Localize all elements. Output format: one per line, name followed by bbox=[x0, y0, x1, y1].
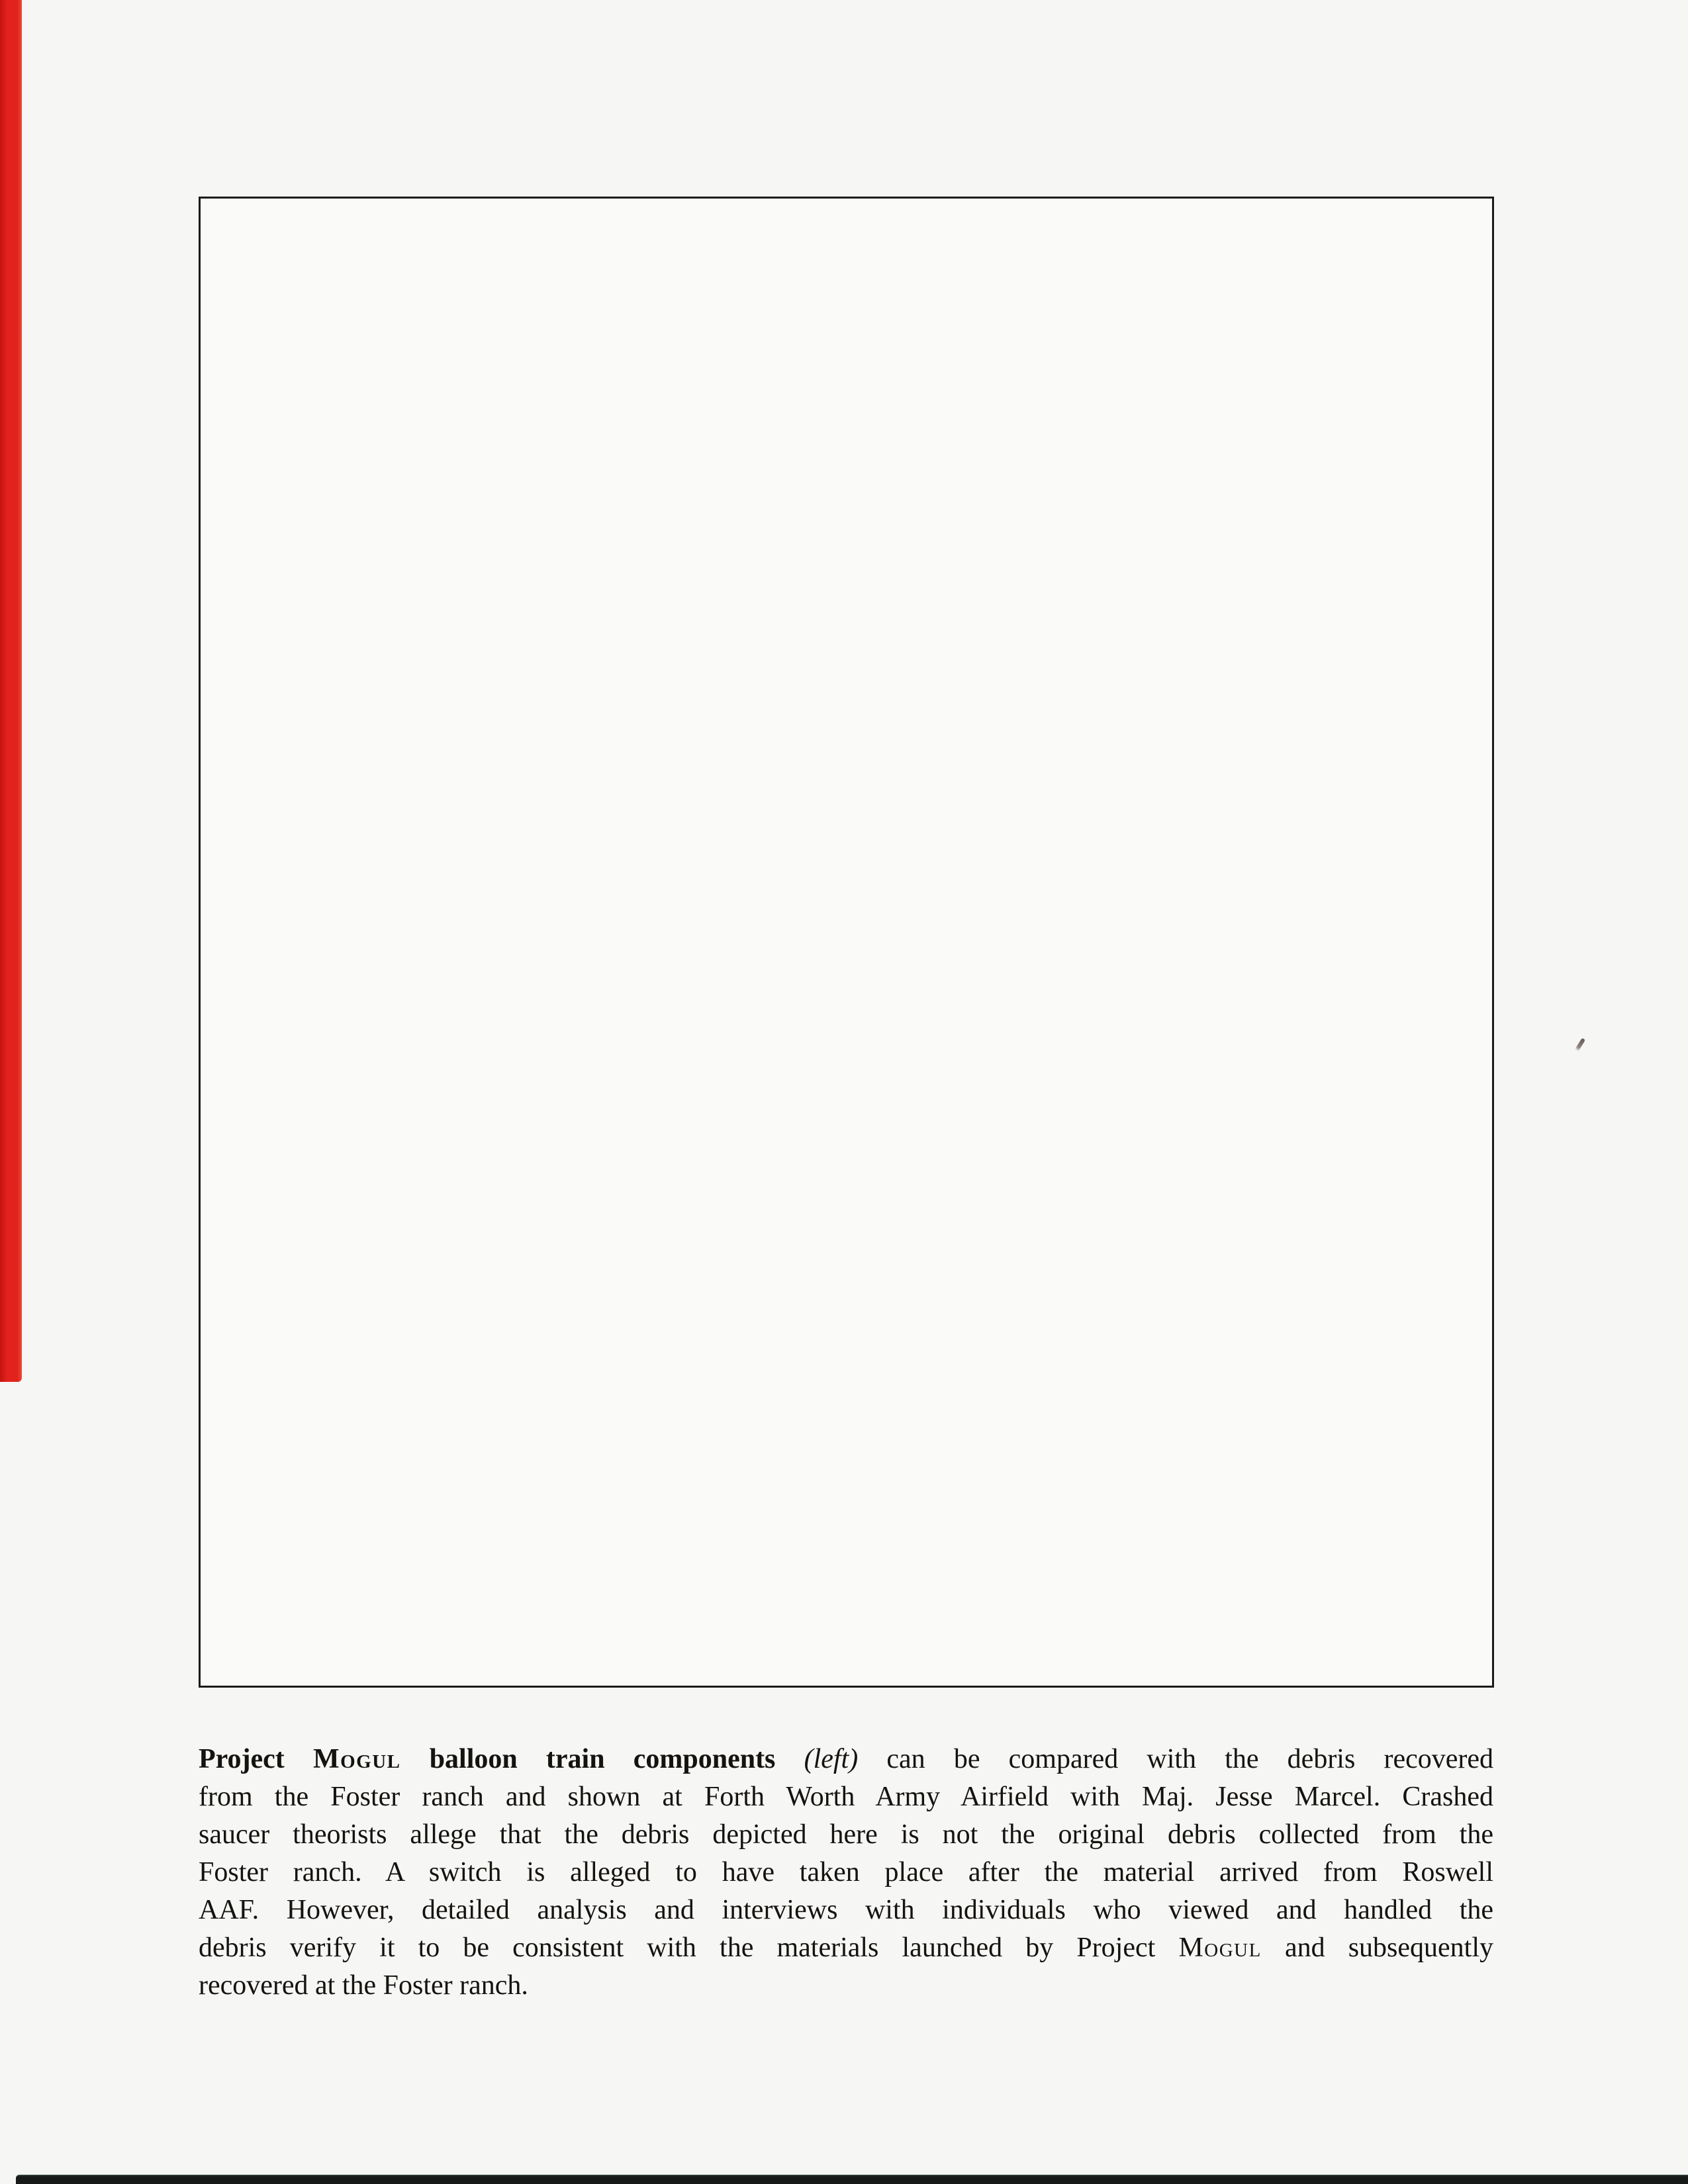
caption-line-6 bbox=[199, 1929, 1493, 1967]
figure-caption bbox=[199, 1741, 1493, 2005]
scan-edge-red-stripe bbox=[0, 0, 22, 1382]
caption-italic-left: (left) bbox=[804, 1744, 859, 1774]
caption-line-6-tail: and subsequently bbox=[1284, 1933, 1493, 1963]
scan-edge-bottom-bar bbox=[16, 2175, 1688, 2184]
caption-line-4: Foster ranch. A switch is alleged to have taken place after the material arrived from Roswell bbox=[199, 1857, 1493, 1888]
caption-line-3: saucer theorists allege that the debris depicted here is not the original debris collected from the bbox=[199, 1819, 1493, 1850]
caption-line-1-rest: can be compared with the debris recovered bbox=[886, 1744, 1493, 1774]
caption-line-1 bbox=[199, 1741, 1493, 1778]
caption-bold-tail: balloon train components bbox=[429, 1744, 776, 1774]
caption-line-6-lead: debris verify it to be consistent with the materials launched by Project bbox=[199, 1933, 1156, 1963]
figure-placeholder-box bbox=[199, 197, 1494, 1688]
caption-project-name-bold: Mogul bbox=[312, 1744, 401, 1774]
stray-scan-mark bbox=[1575, 1038, 1585, 1052]
caption-line-7: recovered at the Foster ranch. bbox=[199, 1970, 528, 2001]
caption-line-5: AAF. However, detailed analysis and interviews with individuals who viewed and handled the bbox=[199, 1895, 1493, 1925]
caption-project-name: Mogul bbox=[1178, 1933, 1262, 1963]
caption-line-2: from the Foster ranch and shown at Forth Worth Army Airfield with Maj. Jesse Marcel. Crashed bbox=[199, 1782, 1493, 1812]
caption-bold-lead: Project bbox=[199, 1744, 285, 1774]
